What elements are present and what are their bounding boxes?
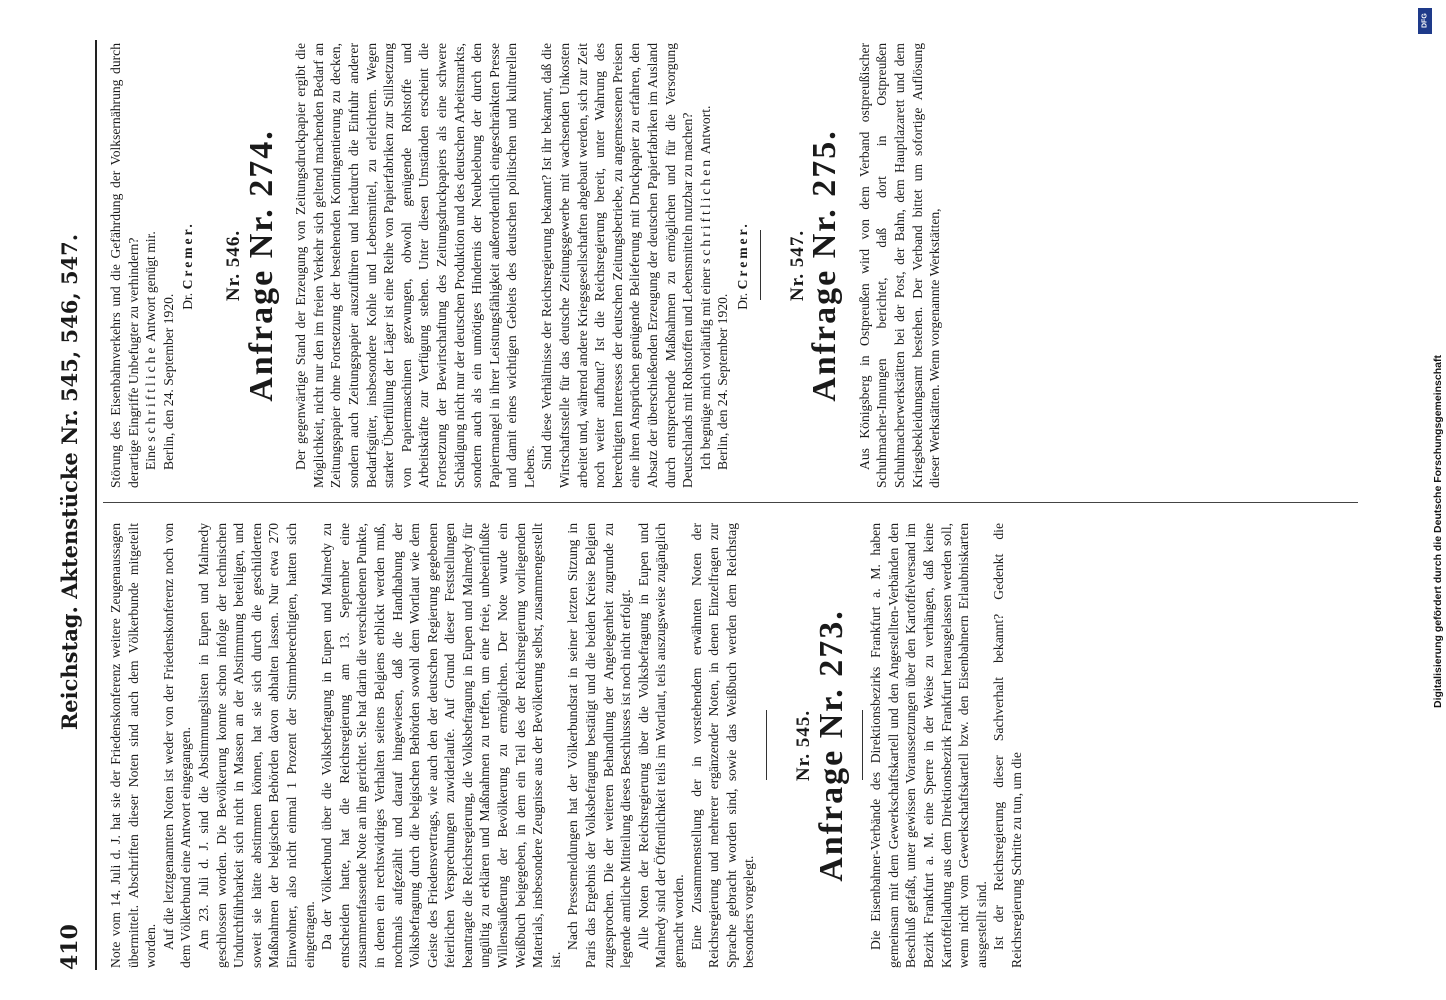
section-heading: Anfrage Nr. 273. — [812, 609, 850, 882]
document-number: Nr. 546. — [222, 229, 244, 302]
signature-title: Dr. — [735, 289, 750, 310]
right-column — [107, 43, 1362, 488]
page-header — [57, 40, 97, 970]
paragraph: Auf die letztgenannten Noten ist weder von der Friedenskonferenz noch von dem Völkerbund eine Antwort eingegangen. — [160, 523, 194, 968]
paragraph: Sind diese Verhältnisse der Reichsregierung bekannt? Ist ihr bekannt, daß die Wirtschaftsstelle für das deutsche Zeitungsgewerbe mit wachsenden Unkosten arbeitet und, während andere Kriegsgesellschaften abgebaut werden, sich zur Zeit noch weiter aufbaut? Ist die Reichsregierung bereit, unter Wahrung des berechtigten Interesses der deutschen Zeitungsbetriebe, zu angemessenen Preisen eine ihren Ansprüchen genügende Belieferung mit Druckpapier zu erfahren, den Absatz der überschießenden Erzeugung der deutschen Papierfabriken im Ausland durch entsprechende Maßnahmen zu ermöglichen und für die Versorgung Deutschlands mit Rohstoffen und Lebensmitteln nutzbar zu machen? — [539, 42, 696, 488]
credit-text: Digitalisierung gefördert durch die Deutsche Forschungsgemeinschaft — [1432, 355, 1444, 708]
signature — [734, 43, 752, 488]
section-rule — [760, 231, 761, 301]
text-run: Ich begnüge mich vorläufig mit einer — [697, 263, 713, 470]
date-line: Berlin, den 24. September 1920. — [160, 293, 176, 470]
text-run: Eine — [143, 441, 159, 470]
document-page — [45, 20, 1375, 980]
digitization-credit — [1418, 8, 1444, 998]
emphasis-text: schriftliche — [143, 344, 159, 442]
signature — [179, 43, 197, 488]
document-number: Nr. 545. — [792, 709, 814, 782]
paragraph: Am 23. Juli d. J. sind die Abstimmungslisten in Eupen und Malmedy geschlossen worden. Die Bevölkerung konnte schon infolge der technischen Undurchführbarkeit sich nicht in Massen an der Abstimmung beteiligen, und soweit sie hätte abstimmen können, hat sie sich durch die geschilderten Maßnahmen der belgischen Behörden davon abhalten lassen. Nur etwa 270 Einwohner, also nicht einmal 1 Prozent der Stimmberechtigten, hatten sich eingetragen. — [195, 523, 317, 968]
text-run: Antwort genügt mir. — [143, 231, 159, 345]
paragraph: Der gegenwärtige Stand der Erzeugung von Zeitungsdruckpapier ergibt die Möglichkeit, nicht nur den im freien Verkehr sich geltend machenden Bedarf an Zeitungspapier ohne Fortsetzung der bestehenden Kontingentierung zu decken, sondern auch Zeitungspapier auszuführen und hierdurch die Einfuhr anderer Bedarfsgüter, insbesondere Kohle und Lebensmittel, zu erleichtern. Wegen starker Überfüllung der Läger ist eine Reihe von Papierfabriken zur Stillsetzung von Papiermaschinen gezwungen, obwohl genügende Rohstoffe und Arbeitskräfte zur Verfügung stehen. Unter diesen Umständen erscheint die Fortsetzung der Bewirtschaftung des Zeitungsdruckpapiers als eine schwere Schädigung nicht nur der deutschen Produktion und des deutschen Arbeitsmarkts, sondern auch als ein unnötiges Hindernis der Neubelebung der durch den Papiermangel in ihrer Leistungsfähigkeit außerordentlich eingeschränkten Presse und damit eines wichtigen Gebiets des deutschen politischen und kulturellen Lebens. — [293, 43, 537, 488]
section-rule — [766, 711, 767, 781]
document-number: Nr. 547. — [786, 229, 808, 302]
emphasis-text: schriftlichen — [697, 156, 713, 264]
column-divider — [103, 502, 1358, 503]
paragraph — [697, 43, 715, 488]
paragraph: Die Eisenbahner-Verbände des Direktionsbezirks Frankfurt a. M. haben gemeinsam mit dem Gewerkschaftskartell und den Angestellten-Verbänden den Beschluß gefaßt, unter gewissen Voraussetzungen über den Kartoffelversand im Bezirk Frankfurt a. M. eine Sperre in der Weise zu verhängen, daß keine Kartoffelladung aus dem Direktionsbezirk Frankfurt herausgelassen werden soll, wenn nicht vom Gewerkschaftskartell bzw. den Eisenbahnern Erlaubniskarten ausgestellt sind. — [868, 523, 989, 968]
paragraph: Ist der Reichsregierung dieser Sachverhalt bekannt? Gedenkt die Reichsregierung Schritte zu tun, um die — [991, 523, 1024, 968]
section-heading: Anfrage Nr. 275. — [806, 129, 844, 402]
paragraph: Nach Pressemeldungen hat der Völkerbundsrat in seiner letzten Sitzung in Paris das Ergebnis der Volksbefragung bestätigt und die beiden Kreise Belgien zugesprochen. Die der weiteren Behandlung der Angelegenheit zugrunde zu legende amtliche Mitteilung dieses Beschlusses ist noch nicht erfolgt. — [565, 523, 634, 968]
signature-name: Cremer. — [735, 221, 750, 290]
section-heading: Anfrage Nr. 274. — [242, 129, 280, 402]
page-number: 410 — [57, 924, 83, 970]
date-line: Berlin, den 24. September 1920. — [715, 293, 731, 470]
text-run: Antwort. — [697, 105, 713, 157]
paragraph: Alle Noten der Reichsregierung über die Volksbefragung in Eupen und Malmedy sind der Öffentlichkeit teils im Wortlaut, teils auszugsweise zugänglich gemacht worden. — [635, 523, 686, 968]
dfg-logo-badge: DFG — [1418, 8, 1432, 34]
paragraph: Note vom 14. Juli d. J. hat sie der Friedenskonferenz weitere Zeugenaussagen übermittelt. Abschriften dieser Noten sind auch dem Völkerbunde mitgeteilt worden. — [108, 523, 159, 968]
left-column — [107, 523, 1362, 968]
page-title: Reichstag. Aktenstücke Nr. 545, 546, 547. — [57, 233, 82, 731]
signature-name: Cremer. — [180, 221, 196, 290]
signature-title: Dr. — [180, 289, 196, 310]
paragraph: Da der Völkerbund über die Volksbefragung in Eupen und Malmedy zu entscheiden hatte, hat die Reichsregierung am 13. September eine zusammenfassende Note an ihn gerichtet. Sie hat darin die verschiedenen Punkte, in denen ein rechtswidriges Verhalten seitens Belgiens erblickt werden muß, nochmals aufgezählt und darauf hingewiesen, daß die Handhabung der Volksbefragung durch die belgischen Behörden sowohl dem Wortlaut wie dem Geiste des Friedensvertrags, wie auch den der deutschen Regierung gegebenen feierlichen Versprechungen zuwiderlaufe. Auf Grund dieser Feststellungen beantragte die Reichsregierung, die Volksbefragung in Eupen und Malmedy für ungültig zu erklären und Maßnahmen zu treffen, um eine freie, unbeeinflußte Willensäußerung der Bevölkerung zu ermöglichen. Der Note wurde ein Weißbuch beigegeben, in dem ein Teil des der Reichsregierung vorliegenden Materials, insbesondere Zeugnisse aus der Bevölkerung selbst, zusammengestellt ist. — [319, 523, 563, 968]
section-rule — [862, 711, 863, 781]
header-rule — [95, 40, 97, 970]
paragraph: Störung des Eisenbahnverkehrs und die Gefährdung der Volksernährung durch derartige Eingriffe Unbefugter zu verhindern? — [108, 43, 141, 488]
paragraph: Eine Zusammenstellung der in vorstehendem erwähnten Noten der Reichsregierung und mehrerer ergänzender Noten, in denen Einzelfragen zur Sprache gebracht worden sind, sowie das Weißbuch werden dem Reichstag besonders vorgelegt. — [688, 523, 757, 968]
paragraph: Aus Königsberg in Ostpreußen wird von dem Verband ostpreußischer Schuhmacher-Innungen berichtet, daß dort in Ostpreußen Schuhmacherwerkstätten bei der Post, der Bahn, dem Hauptlazarett und dem Kriegsbekleidungsamt bestehen. Der Verband bittet um sofortige Auflösung dieser Werkstätten. Wenn vorgenannte Werkstätten, — [856, 43, 943, 488]
paragraph — [142, 43, 160, 488]
